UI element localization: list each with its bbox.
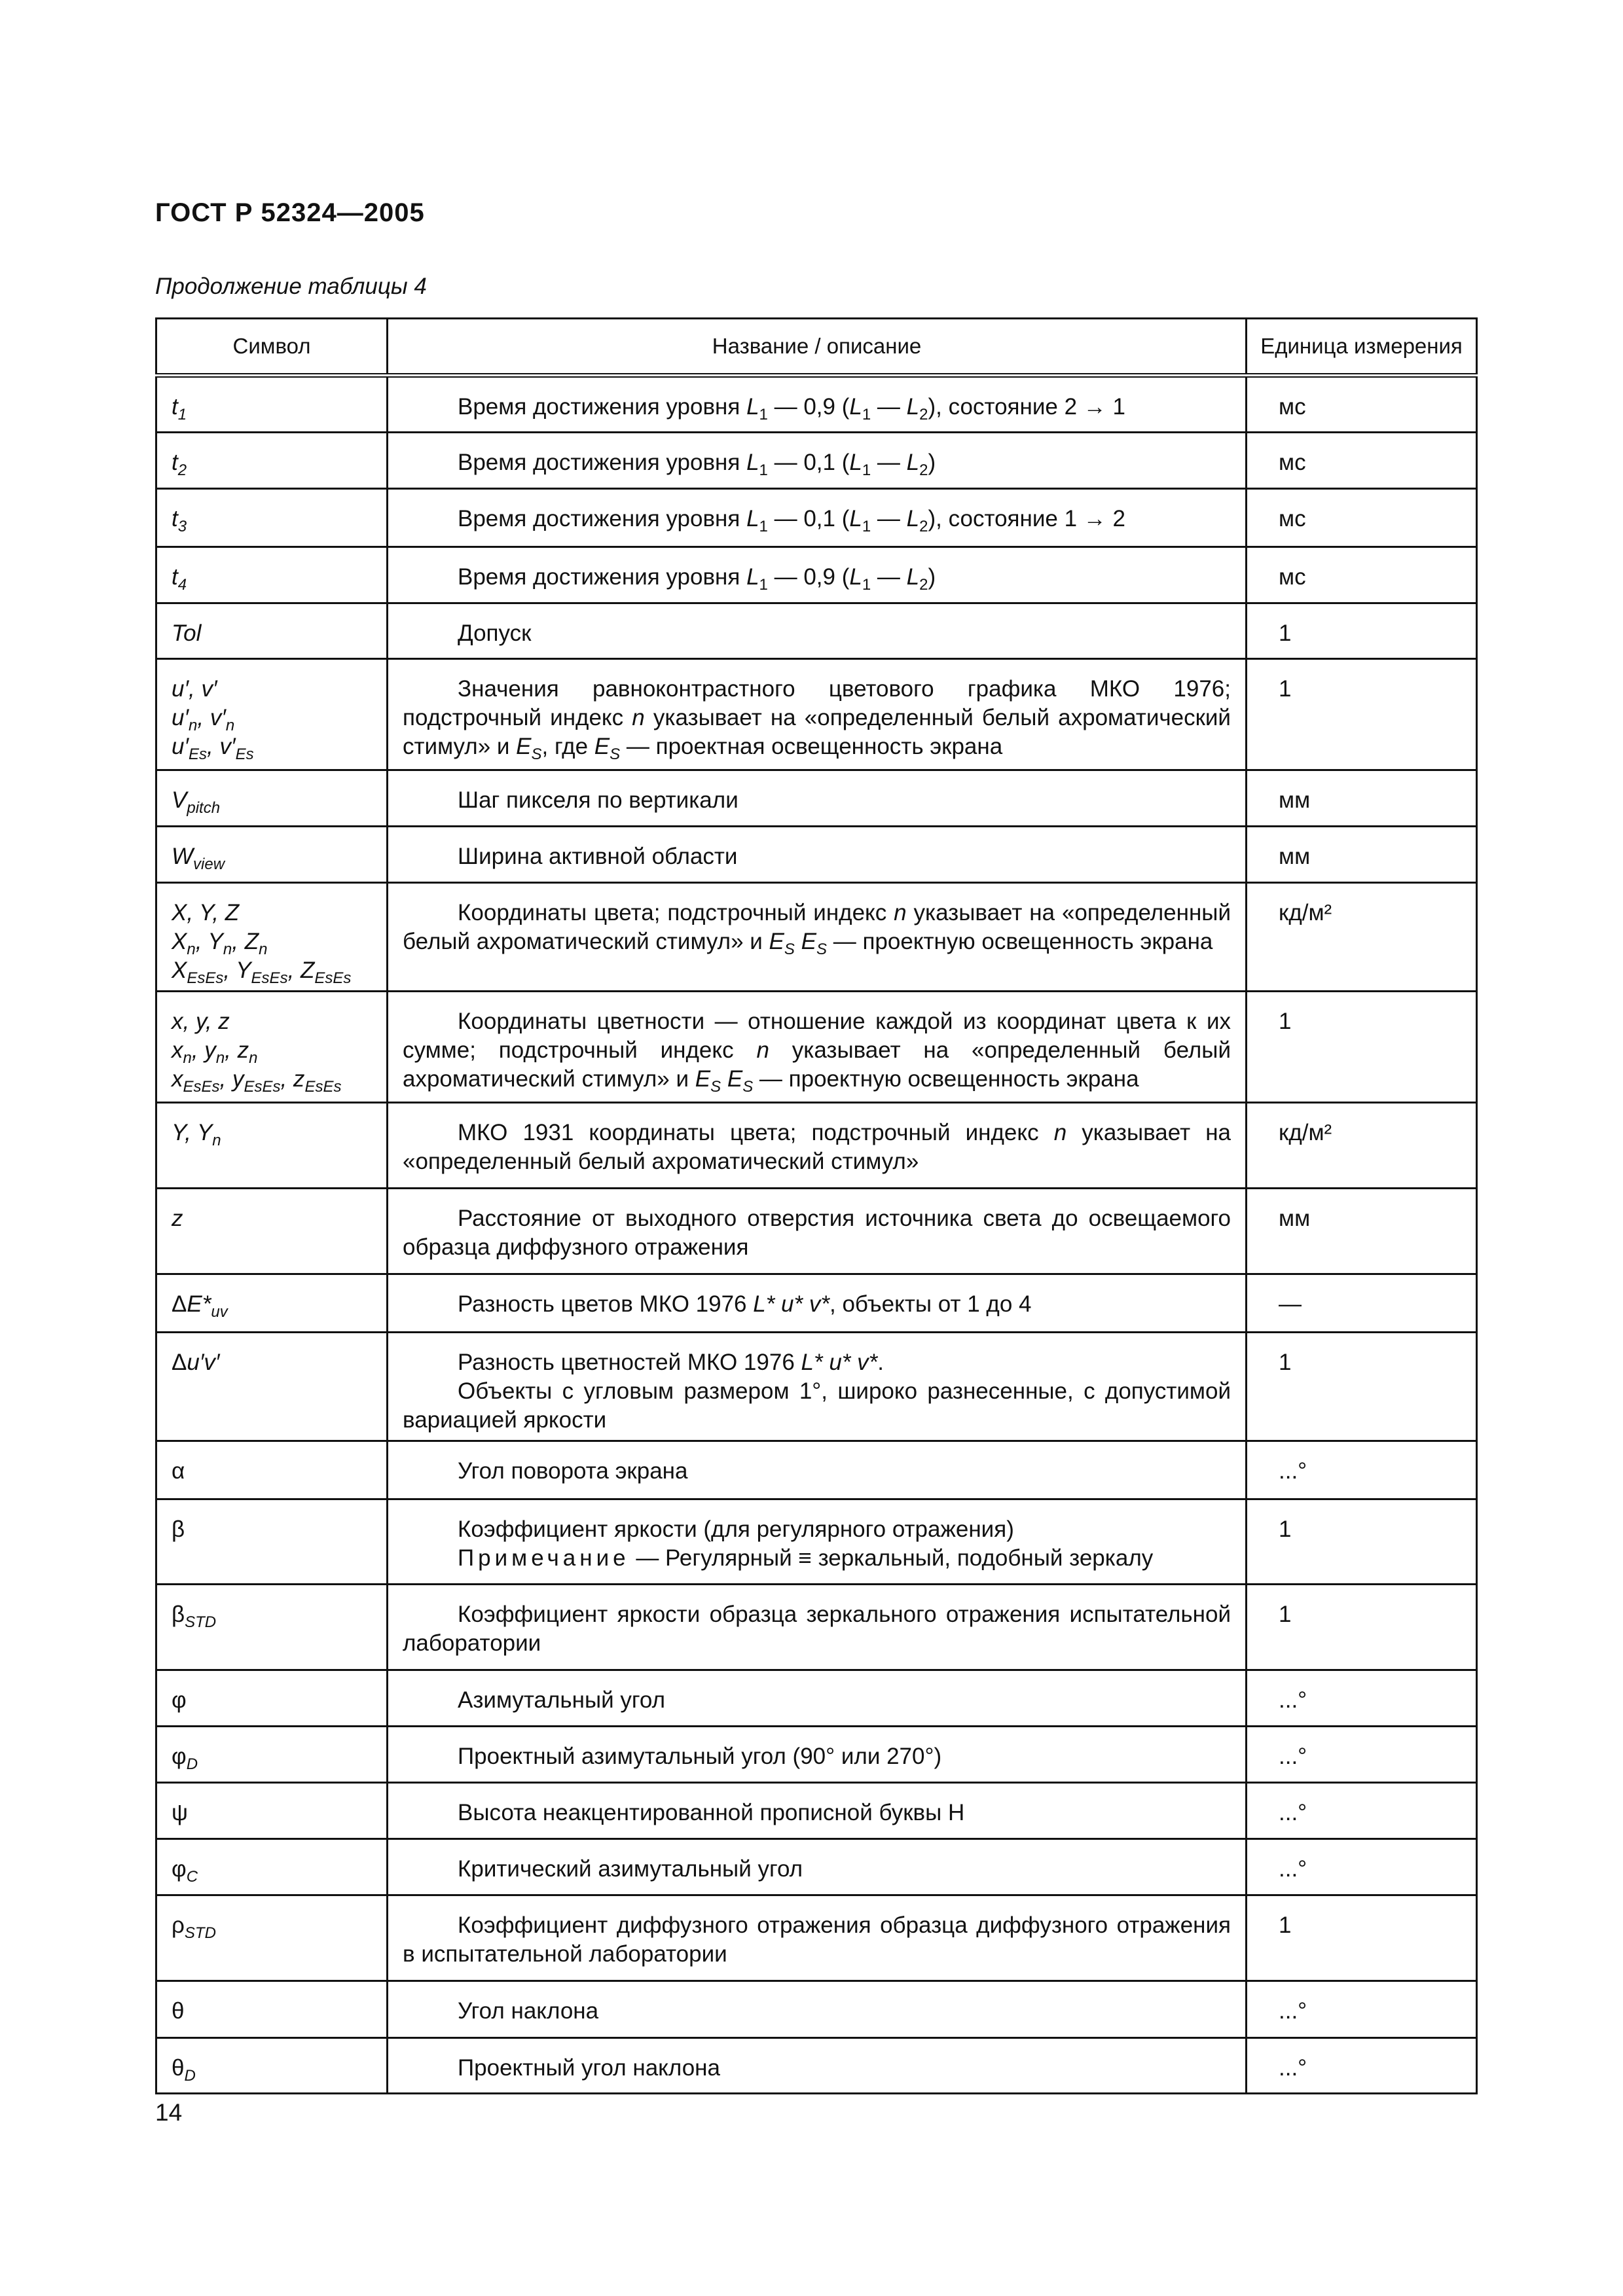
note-label: Примечание	[458, 1545, 630, 1571]
unit-cell: мм	[1247, 827, 1477, 883]
description-text: Азимутальный угол	[458, 1687, 666, 1713]
table-row	[156, 1895, 1477, 1981]
symbol-cell: $\varphi_C$	[156, 1839, 388, 1895]
description-cell: Координаты цвета; подстрочный индекс n указывает на «определенный белый ахроматический стимул» и $E_S$ $E_S$ — проектную освещенность экрана	[388, 883, 1247, 992]
description-cell	[388, 1189, 1247, 1274]
unit-cell: 1	[1247, 992, 1477, 1103]
description-cell	[388, 1783, 1247, 1839]
description-text: Расстояние от выходного отверстия источника света до освещаемого образца диффузного отражения	[403, 1206, 1231, 1260]
unit-cell: мм	[1247, 770, 1477, 827]
description-cell: Время достижения уровня $L_1$ — 0,9 ($L_1$ — $L_2$)	[388, 547, 1247, 603]
description-text: Высота неакцентированной прописной буквы Н	[458, 1800, 965, 1825]
description-cell	[388, 1499, 1247, 1585]
symbol-cell: $V_{pitch}$	[156, 770, 388, 827]
table-row	[156, 376, 1477, 433]
symbol-cell: ψ	[156, 1783, 388, 1839]
unit-cell: мм	[1247, 1189, 1477, 1274]
description-text: Коэффициент яркости (для регулярного отражения)	[458, 1516, 1014, 1542]
symbol-cell: $t_3$	[156, 489, 388, 547]
table-row	[156, 827, 1477, 883]
symbol-cell: $t_2$	[156, 433, 388, 489]
page-number: 14	[155, 2099, 183, 2126]
symbol-cell: $W_{view}$	[156, 827, 388, 883]
symbol-cell: φ	[156, 1670, 388, 1727]
description-cell	[388, 603, 1247, 659]
table-row	[156, 1670, 1477, 1727]
table-row	[156, 659, 1477, 770]
description-cell: Время достижения уровня $L_1$ — 0,1 ($L_1$ — $L_2$)	[388, 433, 1247, 489]
description-text: Шаг пикселя по вертикали	[458, 787, 739, 813]
table-row	[156, 1727, 1477, 1783]
unit-cell: ...°	[1247, 1783, 1477, 1839]
symbol-cell: Y, $Y_n$	[156, 1103, 388, 1189]
note-text: — Регулярный ≡ зеркальный, подобный зеркалу	[636, 1545, 1154, 1571]
description-text: Коэффициент диффузного отражения образца диффузного отражения в испытательной лаборатории	[403, 1912, 1231, 1967]
unit-cell: ...°	[1247, 1441, 1477, 1499]
symbol-cell: $\Delta E*_{uv}$	[156, 1274, 388, 1333]
unit-cell: кд/м²	[1247, 883, 1477, 992]
description-text: Угол наклона	[458, 1998, 599, 2024]
column-header-description: Название / описание	[388, 319, 1247, 376]
description-text: Угол поворота экрана	[458, 1458, 688, 1484]
table-row	[156, 1103, 1477, 1189]
unit-cell: ...°	[1247, 1670, 1477, 1727]
symbol-cell: $\rho_{STD}$	[156, 1895, 388, 1981]
description-cell: Координаты цветности — отношение каждой из координат цвета к их сумме; подстрочный индекс n указывает на «определенный белый ахроматический стимул» и $E_S$ $E_S$ — проектную освещенность экрана	[388, 992, 1247, 1103]
unit-cell: мс	[1247, 489, 1477, 547]
table-row	[156, 992, 1477, 1103]
symbol-cell: Tol	[156, 603, 388, 659]
table-row	[156, 603, 1477, 659]
table-row	[156, 1839, 1477, 1895]
table-row	[156, 1783, 1477, 1839]
description-cell	[388, 1670, 1247, 1727]
table-row	[156, 1274, 1477, 1333]
table-row	[156, 883, 1477, 992]
table-row	[156, 1189, 1477, 1274]
symbol-cell: β	[156, 1499, 388, 1585]
description-text: Проектный азимутальный угол (90° или 270°)	[458, 1744, 942, 1769]
unit-cell: мс	[1247, 433, 1477, 489]
description-text: Критический азимутальный угол	[458, 1856, 803, 1882]
table-row	[156, 770, 1477, 827]
symbol-cell: $\theta_D$	[156, 2038, 388, 2094]
column-header-symbol: Символ	[156, 319, 388, 376]
table-row	[156, 1981, 1477, 2038]
table-header-row	[156, 319, 1477, 376]
description-cell	[388, 1727, 1247, 1783]
description-cell: Значения равноконтрастного цветового графика МКО 1976; подстрочный индекс n указывает на «определенный белый ахроматический стимул» и $E_S$, где $E_S$ — проектная освещенность экрана	[388, 659, 1247, 770]
unit-cell: 1	[1247, 1585, 1477, 1670]
unit-cell: 1	[1247, 1499, 1477, 1585]
unit-cell: ...°	[1247, 1839, 1477, 1895]
description-cell	[388, 827, 1247, 883]
table-row	[156, 2038, 1477, 2094]
symbol-cell: u′, v′ $u'_n$, $v'_n$ $u'_{Es}$, $v'_{Es}$	[156, 659, 388, 770]
table-row	[156, 1499, 1477, 1585]
symbol-cell: α	[156, 1441, 388, 1499]
unit-cell: мс	[1247, 547, 1477, 603]
unit-cell: 1	[1247, 659, 1477, 770]
table-caption: Продолжение таблицы 4	[155, 274, 427, 299]
description-text: Проектный угол наклона	[458, 2055, 720, 2081]
description-cell	[388, 1441, 1247, 1499]
table-row	[156, 1441, 1477, 1499]
description-cell: МКО 1931 координаты цвета; подстрочный индекс n указывает на «определенный белый ахроматический стимул»	[388, 1103, 1247, 1189]
description-cell	[388, 770, 1247, 827]
symbol-cell: $\varphi_D$	[156, 1727, 388, 1783]
symbol-cell: $t_1$	[156, 376, 388, 433]
column-header-unit: Единица измерения	[1247, 319, 1477, 376]
table-row	[156, 1585, 1477, 1670]
description-cell	[388, 2038, 1247, 2094]
table-row	[156, 547, 1477, 603]
unit-cell: ...°	[1247, 1981, 1477, 2038]
description-cell	[388, 1585, 1247, 1670]
symbols-table	[155, 317, 1478, 2094]
description-cell: Разность цветов МКО 1976 L* u* v*, объекты от 1 до 4	[388, 1274, 1247, 1333]
unit-cell: 1	[1247, 1895, 1477, 1981]
unit-cell: 1	[1247, 603, 1477, 659]
table-row	[156, 1333, 1477, 1441]
unit-cell: кд/м²	[1247, 1103, 1477, 1189]
description-text: Коэффициент яркости образца зеркального отражения испытательной лаборатории	[403, 1602, 1231, 1656]
symbol-cell: Δu′v′	[156, 1333, 388, 1441]
description-text: Ширина активной области	[458, 844, 738, 869]
symbol-cell: x, y, z $x_n$, $y_n$, $z_n$ $x_{EsEs}$, $y_{EsEs}$, $z_{EsEs}$	[156, 992, 388, 1103]
unit-cell: —	[1247, 1274, 1477, 1333]
table-row	[156, 433, 1477, 489]
description-cell	[388, 1895, 1247, 1981]
description-cell	[388, 1839, 1247, 1895]
description-cell: Время достижения уровня $L_1$ — 0,1 ($L_1$ — $L_2$), состояние 1 → 2	[388, 489, 1247, 547]
document-header: ГОСТ Р 52324—2005	[155, 198, 425, 227]
description-cell: Разность цветностей МКО 1976 L* u* v*. Объекты с угловым размером 1°, широко разнесенные, с допустимой вариацией яркости	[388, 1333, 1247, 1441]
symbol-cell: θ	[156, 1981, 388, 2038]
unit-cell: 1	[1247, 1333, 1477, 1441]
symbol-cell: $t_4$	[156, 547, 388, 603]
unit-cell: мс	[1247, 376, 1477, 433]
symbol-cell: X, Y, Z $X_n$, $Y_n$, $Z_n$ $X_{EsEs}$, $Y_{EsEs}$, $Z_{EsEs}$	[156, 883, 388, 992]
description-text: Допуск	[458, 620, 532, 646]
table-row	[156, 489, 1477, 547]
description-cell	[388, 1981, 1247, 2038]
symbol-cell: $\beta_{STD}$	[156, 1585, 388, 1670]
description-cell: Время достижения уровня $L_1$ — 0,9 ($L_1$ — $L_2$), состояние 2 → 1	[388, 376, 1247, 433]
unit-cell: ...°	[1247, 1727, 1477, 1783]
unit-cell: ...°	[1247, 2038, 1477, 2094]
symbol-cell: z	[156, 1189, 388, 1274]
